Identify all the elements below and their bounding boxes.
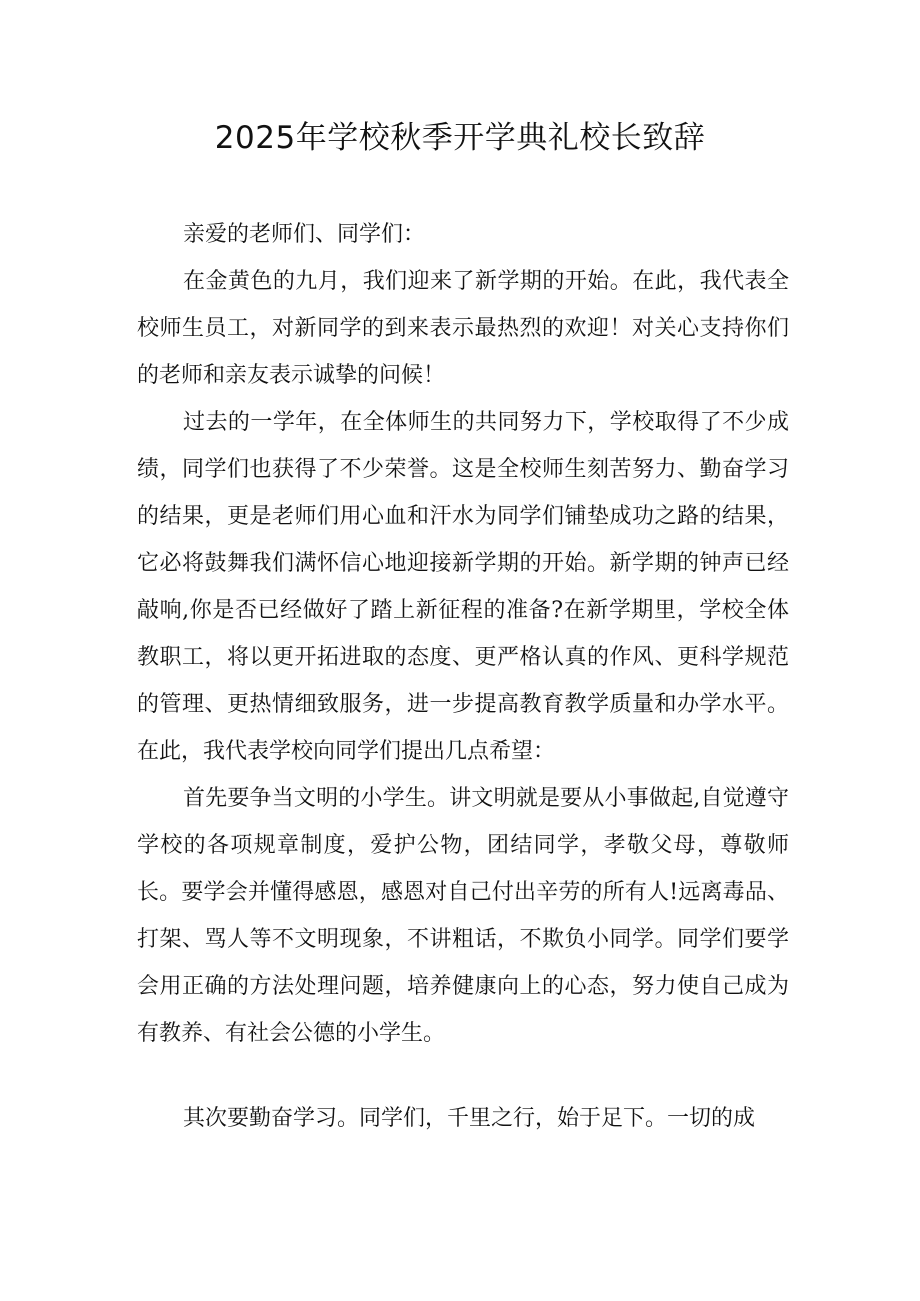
paragraph-civility: 首先要争当文明的小学生。讲文明就是要从小事做起,自觉遵守学校的各项规章制度，爱护公物，团结同学，孝敬父母，尊敬师长。要学会并懂得感恩，感恩对自己付出辛劳的所有人!远离毒品、打架、骂人等不文明现象，不讲粗话，不欺负小同学。同学们要学会用正确的方法处理问题，培养健康向上的心态，努力使自己成为有教养、有社会公德的小学生。 bbox=[137, 786, 789, 1046]
body-text-main bbox=[137, 258, 789, 1057]
paragraph-review: 过去的一学年，在全体师生的共同努力下，学校取得了不少成绩，同学们也获得了不少荣誉。这是全校师生刻苦努力、勤奋学习的结果，更是老师们用心血和汗水为同学们铺垫成功之路的结果，它必将鼓舞我们满怀信心地迎接新学期的开始。新学期的钟声已经敲响,你是否已经做好了踏上新征程的准备?在新学期里，学校全体教职工，将以更开拓进取的态度、更严格认真的作风、更科学规范的管理、更热情细致服务，进一步提高教育教学质量和办学水平。在此，我代表学校向同学们提出几点希望： bbox=[137, 410, 789, 764]
document-title: 2025年学校秋季开学典礼校长致辞 bbox=[214, 120, 706, 156]
paragraph-study: 其次要勤奋学习。同学们，千里之行，始于足下。一切的成 bbox=[183, 1106, 756, 1131]
paragraph-welcome: 在金黄色的九月，我们迎来了新学期的开始。在此，我代表全校师生员工，对新同学的到来表示最热烈的欢迎！对关心支持你们的老师和亲友表示诚挚的问候！ bbox=[137, 269, 789, 388]
body-text-continued bbox=[137, 1095, 789, 1142]
salutation: 亲爱的老师们、同学们： bbox=[183, 222, 426, 247]
